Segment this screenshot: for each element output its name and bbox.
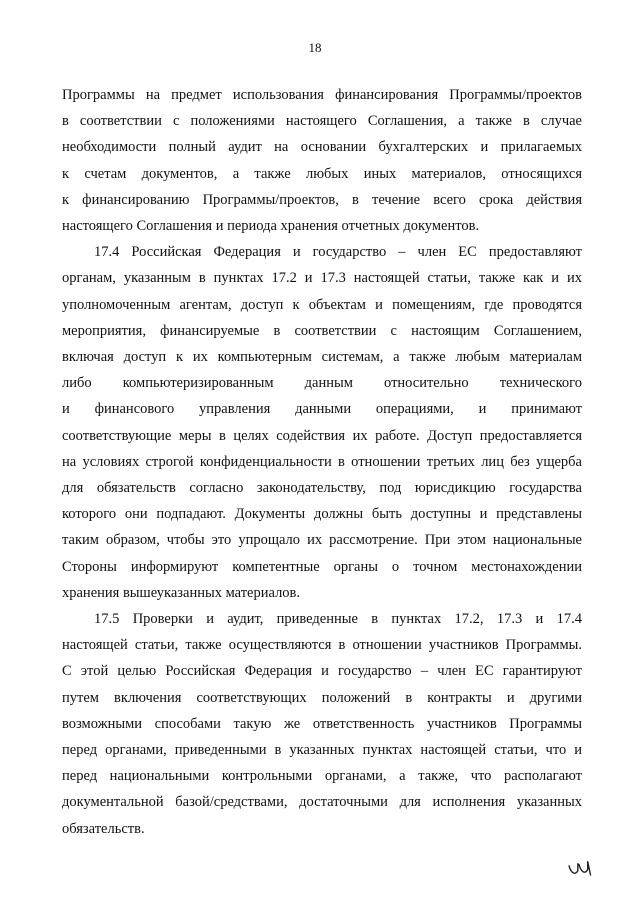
text-line: органам, указанным в пунктах 17.2 и 17.3 настоящей статьи, также как и их bbox=[62, 270, 582, 287]
text-line: С этой целью Российская Федерация и государство – член ЕС гарантируют bbox=[62, 663, 582, 680]
text-line: возможными способами такую же ответственность участников Программы bbox=[62, 715, 582, 732]
text-line: к финансированию Программы/проектов, в течение всего срока действия bbox=[62, 191, 582, 208]
text-line: соответствующие меры в целях содействия их работе. Доступ предоставляется bbox=[62, 427, 582, 444]
text-line: документальной базой/средствами, достаточными для исполнения указанных bbox=[62, 794, 582, 811]
handwritten-initials bbox=[566, 856, 599, 887]
text-line: 17.5 Проверки и аудит, приведенные в пунктах 17.2, 17.3 и 17.4 bbox=[94, 611, 582, 628]
text-line: таким образом, чтобы это упрощало их рассмотрение. При этом национальные bbox=[62, 532, 582, 549]
initials-signature-icon bbox=[566, 856, 599, 882]
text-line: мероприятия, финансируемые в соответствии с настоящим Соглашением, bbox=[62, 322, 582, 339]
text-line: необходимости полный аудит на основании бухгалтерских и прилагаемых bbox=[62, 139, 582, 156]
page-number: 18 bbox=[308, 40, 322, 55]
text-line: на условиях строгой конфиденциальности в отношении третьих лиц без ущерба bbox=[62, 453, 582, 470]
text-line: 17.4 Российская Федерация и государство – член ЕС предоставляют bbox=[94, 244, 582, 261]
text-line: настоящего Соглашения и периода хранения отчетных документов. bbox=[62, 218, 480, 235]
text-line: перед органами, приведенными в указанных пунктах настоящей статьи, что и bbox=[62, 742, 582, 759]
text-line: к счетам документов, а также любых иных материалов, относящихся bbox=[62, 165, 582, 182]
text-line: для обязательств согласно законодательству, под юрисдикцию государства bbox=[62, 480, 582, 497]
text-line: либо компьютеризированным данным относительно технического bbox=[62, 375, 582, 392]
paragraph-17-5 bbox=[62, 606, 582, 842]
text-line: настоящей статьи, также осуществляются в отношении участников Программы. bbox=[62, 637, 582, 654]
text-line: путем включения соответствующих положений в контракты и другими bbox=[62, 689, 582, 706]
text-line: хранения вышеуказанных материалов. bbox=[62, 584, 301, 601]
text-line: уполномоченным агентам, доступ к объектам и помещениям, где проводятся bbox=[62, 296, 582, 313]
paragraph-17-4 bbox=[62, 239, 582, 606]
paragraph-continuation bbox=[62, 82, 582, 239]
text-line: и финансового управления данными операциями, и принимают bbox=[62, 401, 582, 418]
text-line: перед национальными контрольными органами, а также, что располагают bbox=[62, 768, 582, 785]
text-line: включая доступ к их компьютерным системам, а также любым материалам bbox=[62, 349, 582, 366]
text-line: обязательств. bbox=[62, 820, 145, 837]
text-line: в соответствии с положениями настоящего Соглашения, а также в случае bbox=[62, 113, 582, 130]
document-body bbox=[62, 82, 582, 842]
text-line: которого они подпадают. Документы должны быть доступны и представлены bbox=[62, 506, 582, 523]
text-line: Стороны информируют компетентные органы о точном местонахождении bbox=[62, 558, 582, 575]
text-line: Программы на предмет использования финансирования Программы/проектов bbox=[62, 87, 582, 103]
